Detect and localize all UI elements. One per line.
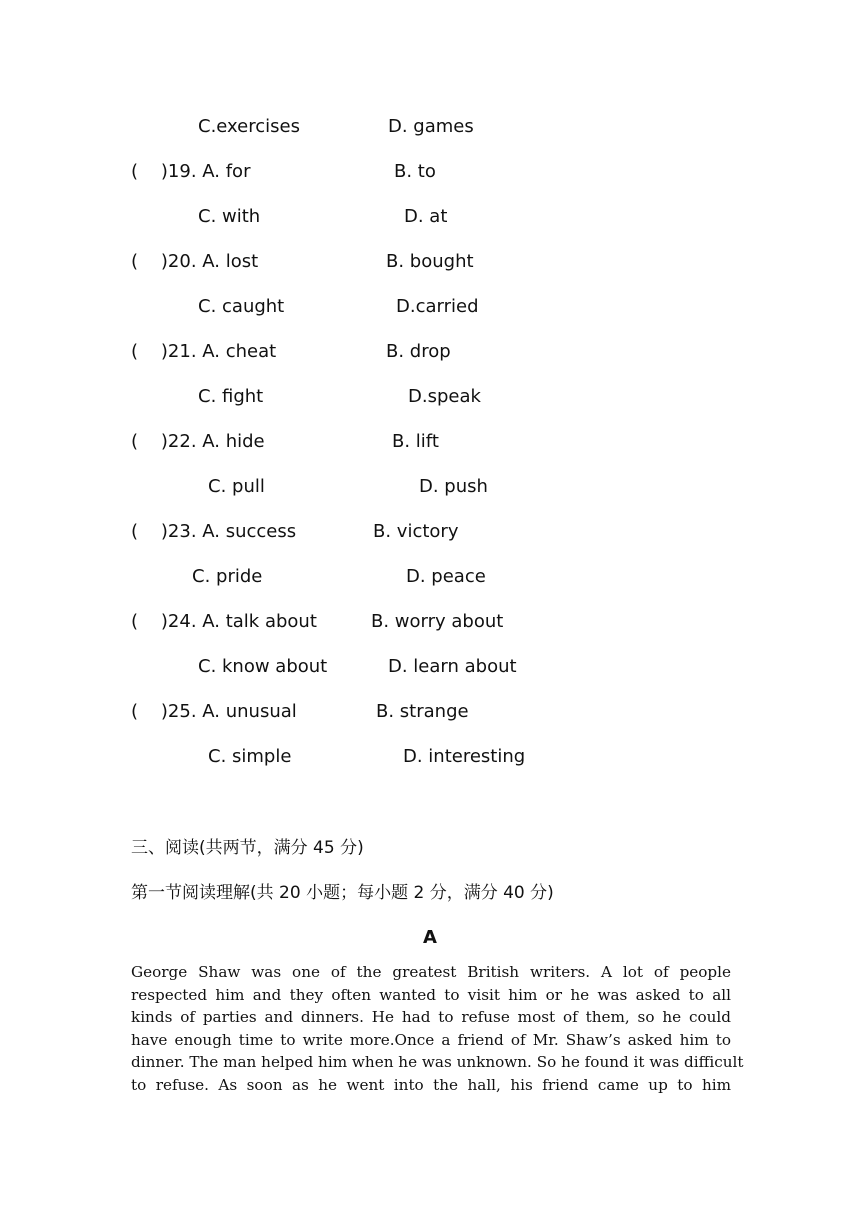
option-d-23: D. peace (406, 566, 486, 587)
passage-line: kinds of parties and dinners. He had to refuse most of them, so he could (131, 1008, 731, 1027)
question-20-line: ( )20. A. lost (131, 251, 259, 272)
option-d-25: D. interesting (403, 746, 526, 767)
option-d-24: D. learn about (388, 656, 517, 677)
option-b-21: B. drop (386, 341, 451, 362)
passage-line: George Shaw was one of the greatest British writers. A lot of people (131, 963, 731, 981)
section-title: 三、阅读(共两节，满分 45 分) (131, 838, 364, 858)
passage-line: dinner. The man helped him when he was unknown. So he found it was difficult (131, 1053, 744, 1072)
option-d-21: D.speak (408, 386, 481, 407)
option-c-18: C.exercises (198, 116, 300, 137)
passage-line: respected him and they often wanted to visit him or he was asked to all (131, 985, 731, 1004)
question-21-line: ( )21. A. cheat (131, 341, 277, 362)
option-d-22: D. push (419, 476, 488, 497)
option-b-20: B. bought (386, 251, 474, 272)
option-d-19: D. at (404, 206, 448, 227)
option-b-22: B. lift (392, 431, 439, 452)
option-b-24: B. worry about (371, 611, 504, 632)
passage-line: to refuse. As soon as he went into the hall, his friend came up to him (131, 1075, 731, 1094)
option-b-23: B. victory (373, 521, 459, 542)
section-subtitle: 第一节阅读理解(共 20 小题；每小题 2 分，满分 40 分) (131, 883, 554, 903)
option-d-20: D.carried (396, 296, 479, 317)
passage-text (131, 961, 744, 1097)
option-c-20: C. caught (198, 296, 285, 317)
option-c-19: C. with (198, 206, 261, 227)
question-25-line: ( )25. A. unusual (131, 701, 297, 722)
question-24-line: ( )24. A. talk about (131, 611, 317, 632)
option-b-25: B. strange (376, 701, 469, 722)
option-c-21: C. fight (198, 386, 264, 407)
question-22-line: ( )22. A. hide (131, 431, 265, 452)
question-19-line: ( )19. A. for (131, 161, 251, 182)
passage-label: A (423, 927, 437, 948)
passage-line: have enough time to write more.Once a friend of Mr. Shaw’s asked him to (131, 1030, 731, 1049)
option-c-24: C. know about (198, 656, 328, 677)
option-c-23: C. pride (192, 566, 263, 587)
option-d-18: D. games (388, 116, 474, 137)
option-b-19: B. to (394, 161, 436, 182)
option-c-25: C. simple (208, 746, 292, 767)
option-c-22: C. pull (208, 476, 265, 497)
question-23-line: ( )23. A. success (131, 521, 297, 542)
